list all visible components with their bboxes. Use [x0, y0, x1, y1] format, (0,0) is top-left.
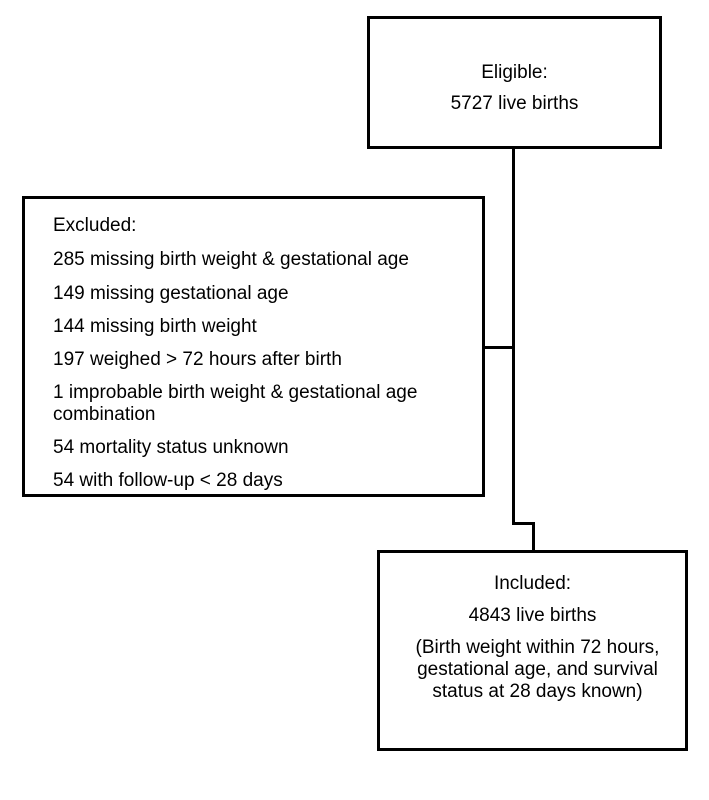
- excluded-item: 285 missing birth weight & gestational age: [53, 249, 409, 270]
- excluded-item: 149 missing gestational age: [53, 283, 289, 304]
- connector-elbow-vertical: [532, 522, 535, 552]
- eligible-box: [367, 16, 662, 149]
- eligible-count: 5727 live births: [450, 93, 579, 114]
- excluded-box: [22, 196, 485, 497]
- excluded-item: 197 weighed > 72 hours after birth: [53, 349, 342, 370]
- excluded-item: 1 improbable birth weight & gestational age combination: [53, 382, 418, 425]
- excluded-item: 54 with follow-up < 28 days: [53, 470, 283, 491]
- connector-excluded-branch: [485, 346, 514, 349]
- excluded-item: 144 missing birth weight: [53, 316, 257, 337]
- excluded-label: Excluded:: [53, 215, 137, 236]
- eligible-label: Eligible:: [481, 62, 548, 83]
- included-note: (Birth weight within 72 hours, gestational age, and survival status at 28 days known): [415, 637, 660, 702]
- connector-vertical-main: [512, 149, 515, 525]
- included-count: 4843 live births: [468, 605, 597, 626]
- excluded-item: 54 mortality status unknown: [53, 437, 289, 458]
- included-label: Included:: [493, 573, 572, 594]
- included-box: [377, 550, 688, 751]
